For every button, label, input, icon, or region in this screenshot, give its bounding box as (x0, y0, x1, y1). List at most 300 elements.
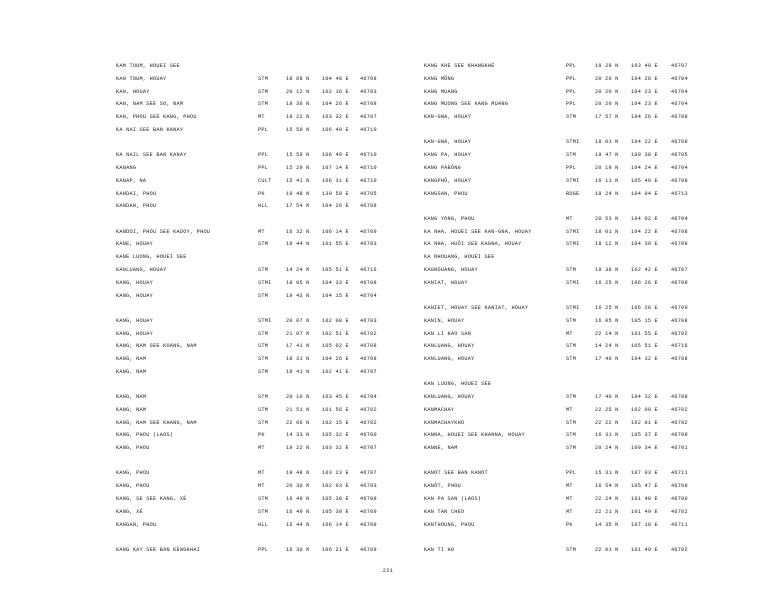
entry-latitude: 20 10 N (286, 394, 310, 401)
entry-latitude: 16 30 N (286, 546, 310, 553)
entry-feature-type: STM (258, 356, 269, 363)
entry-name: KANTHOUNG, PHOU (424, 521, 475, 528)
entry-latitude: 22 22 N (595, 419, 619, 426)
entry-longitude: 102 42 E (631, 266, 658, 273)
entry-feature-type: STM (566, 114, 577, 121)
entry-name: KANG, NAM SEE KOANG, NAM (116, 343, 197, 350)
entry-latitude: 20 19 N (595, 164, 619, 171)
entry-feature-type: STM (258, 330, 269, 337)
entry-name: KANGAN, PHOU (116, 521, 157, 528)
entry-feature-type: STM (258, 419, 269, 426)
entry-latitude: 19 29 N (595, 63, 619, 69)
entry-feature-type: MT (566, 215, 573, 222)
entry-name: KANDAI, PHOU (116, 190, 157, 197)
entry-sheet-number: 46709 (671, 483, 688, 490)
entry-sheet-number: 46711 (671, 470, 688, 477)
entry-longitude: 105 15 E (631, 317, 658, 324)
entry-row (424, 404, 686, 417)
entry-longitude: 102 00 E (631, 406, 658, 413)
entry-feature-type: MT (566, 496, 573, 503)
left-column (116, 60, 377, 557)
entry-latitude: 22 14 N (595, 330, 619, 337)
entry-sheet-number: 46716 (671, 343, 688, 350)
entry-latitude: 16 11 N (595, 177, 619, 184)
entry-longitude: 105 32 E (322, 432, 349, 439)
entry-feature-type: STMI (566, 177, 580, 184)
entry-sheet-number: 46709 (360, 546, 377, 553)
entry-sheet-number: 46702 (671, 406, 688, 413)
entry-latitude: 17 41 N (286, 343, 310, 350)
entry-sheet-number: 46709 (671, 304, 688, 311)
entry-row (116, 290, 377, 303)
entry-row (424, 340, 686, 353)
entry-longitude: 102 08 E (322, 317, 349, 324)
entry-name: KANGPHÔ, HOUAY (424, 177, 472, 184)
entry-latitude: 16 54 N (595, 483, 619, 490)
entry-longitude: 101 49 E (631, 508, 658, 515)
entry-feature-type: STMI (566, 304, 580, 311)
entry-row (424, 162, 686, 175)
entry-name: KANG, XÉ (116, 508, 143, 515)
entry-row (116, 442, 377, 455)
entry-latitude: 14 33 N (286, 432, 310, 439)
entry-latitude: 18 31 N (286, 356, 310, 363)
entry-longitude: 104 02 E (631, 215, 658, 222)
entry-sheet-number: 46707 (360, 368, 377, 375)
entry-feature-type: PK (258, 432, 265, 439)
entry-row (116, 315, 377, 328)
entry-longitude: 101 56 E (322, 406, 349, 413)
entry-longitude: 104 32 E (631, 356, 658, 363)
entry-feature-type: MT (258, 445, 265, 452)
entry-sheet-number: 46702 (671, 419, 688, 426)
entry-latitude: 20 30 N (286, 483, 310, 490)
entry-feature-type: PPL (258, 152, 269, 159)
entry-name: KANG, PHOU (LAOS) (116, 432, 174, 439)
entry-row (424, 519, 686, 532)
entry-name: KANG, HOUAY (116, 317, 153, 324)
entry-sheet-number: 46703 (360, 88, 377, 95)
entry-name: KANG YONG, PHOU (424, 215, 475, 222)
entry-name: KA NHA, HOUEI SEE KAN-GNA, HOUAY (424, 228, 532, 235)
entry-longitude: 102 16 E (322, 88, 349, 95)
entry-feature-type: STMI (258, 317, 272, 324)
entry-longitude: 130 59 E (322, 190, 349, 197)
entry-row (424, 136, 686, 149)
entry-longitude: 101 55 E (322, 241, 349, 248)
entry-row (424, 149, 686, 162)
entry-latitude: 16 32 N (286, 228, 310, 235)
entry-feature-type: MT (566, 508, 573, 515)
entry-latitude: 16 44 N (286, 521, 310, 528)
entry-feature-type: MT (258, 114, 265, 121)
entry-latitude: 16 49 N (286, 496, 310, 503)
entry-name: KANLUANG, HOUAY (424, 394, 475, 401)
entry-sheet-number: 46710 (360, 152, 377, 159)
entry-row (116, 149, 377, 162)
entry-latitude: 16 25 N (595, 279, 619, 286)
entry-feature-type: PPL (566, 88, 577, 95)
entry-feature-type: STM (258, 266, 269, 273)
entry-name: KANG, SE SEE KANG, XÉ (116, 496, 187, 503)
entry-name: KANG, NAM (116, 356, 147, 363)
entry-row (116, 98, 377, 111)
entry-name: KA NAI SEE BAN KANAY (116, 126, 184, 133)
entry-longitude: 101 55 E (631, 330, 658, 337)
entry-row (424, 111, 686, 124)
entry-longitude: 104 26 E (322, 356, 349, 363)
entry-latitude: 20 20 N (595, 75, 619, 82)
entry-longitude: 106 14 E (322, 228, 349, 235)
entry-longitude: 105 38 E (322, 508, 349, 515)
entry-name: KANG KHE SEE KHANGKHÉ (424, 63, 495, 69)
entry-row (116, 340, 377, 353)
entry-latitude: 19 39 N (595, 266, 619, 273)
entry-longitude: 106 21 E (322, 546, 349, 553)
entry-feature-type: MT (566, 330, 573, 337)
entry-longitude: 101 49 E (631, 546, 658, 553)
entry-longitude: 104 26 E (631, 114, 658, 121)
entry-longitude: 104 26 E (631, 75, 658, 82)
entry-row (424, 302, 686, 315)
entry-row (116, 60, 370, 73)
entry-row (116, 506, 377, 519)
entry-feature-type: PK (258, 190, 265, 197)
entry-row (424, 264, 686, 277)
entry-longitude: 104 23 E (631, 101, 658, 108)
entry-feature-type: STM (258, 88, 269, 95)
entry-latitude: 20 07 N (286, 317, 310, 324)
entry-latitude: 22 24 N (595, 496, 619, 503)
entry-latitude: 18 36 N (286, 101, 310, 108)
entry-row (116, 328, 377, 341)
entry-sheet-number: 46702 (360, 419, 377, 426)
entry-name: KAM TOUM, HOUEI SEE (116, 63, 180, 69)
entry-row (424, 277, 686, 290)
entry-longitude: 104 22 E (631, 228, 658, 235)
entry-row (424, 480, 686, 493)
entry-latitude: 17 57 N (595, 114, 619, 121)
entry-feature-type: STM (566, 432, 577, 439)
entry-name: KANDAN, PHOU (116, 203, 157, 210)
entry-name: KAN TOUM, HOUAY (116, 75, 167, 82)
entry-longitude: 104 23 E (631, 88, 658, 95)
entry-longitude: 104 24 E (631, 164, 658, 171)
entry-sheet-number: 46702 (360, 330, 377, 337)
entry-row (116, 277, 377, 290)
entry-row (116, 519, 377, 532)
entry-latitude: 14 24 N (286, 266, 310, 273)
entry-row (116, 404, 377, 417)
entry-sheet-number: 46709 (671, 279, 688, 286)
entry-row (116, 353, 377, 366)
entry-longitude: 102 03 E (322, 483, 349, 490)
entry-name: KANLUANG, HOUAY (116, 266, 167, 273)
entry-name: KANG, NAM (116, 406, 147, 413)
entry-sheet-number: 46708 (671, 241, 688, 248)
entry-name: KANOT SEE BAN KANOT (424, 470, 488, 477)
entry-sheet-number: 46716 (360, 266, 377, 273)
entry-sheet-number: 46702 (360, 406, 377, 413)
entry-sheet-number: 46709 (360, 508, 377, 515)
page-number: 221 (382, 568, 394, 574)
entry-sheet-number: 46708 (360, 101, 377, 108)
entry-sheet-number: 46710 (360, 164, 377, 171)
entry-latitude: 20 53 N (595, 215, 619, 222)
entry-feature-type: PPL (566, 75, 577, 82)
entry-longitude: 100 34 E (631, 445, 658, 452)
entry-name: KAN LUONG, HOUEI SEE (424, 381, 492, 388)
entry-feature-type: HLL (258, 521, 269, 528)
entry-row (424, 188, 686, 201)
entry-row (116, 544, 377, 557)
entry-sheet-number: 46713 (671, 190, 688, 197)
entry-name: KANG, NAM (116, 368, 147, 375)
entry-feature-type: STM (258, 368, 269, 375)
entry-latitude: 17 54 N (286, 203, 310, 210)
entry-longitude: 104 15 E (322, 292, 349, 299)
entry-name: KANLUANG, HOUAY (424, 343, 475, 350)
entry-name: KAN-GNA, HOUAY (424, 114, 472, 121)
entry-name: KANG, PHOU (116, 483, 150, 490)
entry-latitude: 22 21 N (595, 508, 619, 515)
entry-row (116, 111, 377, 124)
entry-row (424, 328, 686, 341)
entry-sheet-number: 46704 (360, 394, 377, 401)
entry-sheet-number: 46702 (671, 546, 688, 553)
entry-feature-type: STM (258, 508, 269, 515)
entry-sheet-number: 46704 (671, 164, 688, 171)
entry-longitude: 102 51 E (322, 330, 349, 337)
entry-sheet-number: 46702 (671, 508, 688, 515)
entry-name: KANLUANG, HOUAY (424, 356, 475, 363)
entry-sheet-number: 46707 (360, 445, 377, 452)
entry-row (424, 226, 686, 239)
entry-name: KANG MÔNG (424, 75, 455, 82)
entry-feature-type: PPL (566, 164, 577, 171)
entry-longitude: 103 23 E (322, 470, 349, 477)
entry-latitude: 18 24 N (595, 190, 619, 197)
entry-feature-type: STM (258, 75, 269, 82)
entry-latitude: 16 49 N (286, 508, 310, 515)
entry-sheet-number: 46708 (671, 228, 688, 235)
entry-latitude: 19 48 N (286, 470, 310, 477)
entry-name: KAN, HOUAY (116, 88, 150, 95)
entry-row (116, 391, 377, 404)
entry-row (424, 378, 686, 391)
entry-name: KANMACHAYKHO (424, 419, 465, 426)
entry-longitude: 105 37 E (631, 432, 658, 439)
entry-name: KAGNOUANG, HOUAY (424, 266, 478, 273)
entry-name: KANÔT, PHOU (424, 483, 461, 490)
entry-feature-type: STM (566, 317, 577, 324)
entry-longitude: 100 38 E (631, 152, 658, 159)
entry-sheet-number: 46708 (360, 203, 377, 210)
entry-feature-type: STM (566, 152, 577, 159)
entry-latitude: 18 01 N (595, 139, 619, 146)
entry-latitude: 19 41 N (286, 368, 310, 375)
entry-feature-type: MT (258, 470, 265, 477)
entry-feature-type: STM (566, 343, 577, 350)
entry-sheet-number: 46708 (671, 356, 688, 363)
entry-sheet-number: 46707 (671, 266, 688, 273)
entry-longitude: 104 26 E (322, 203, 349, 210)
entry-row (424, 544, 686, 557)
entry-feature-type: STM (566, 266, 577, 273)
entry-name: KANG, HOUAY (116, 292, 153, 299)
entry-longitude: 104 48 E (322, 75, 349, 82)
entry-row (116, 175, 377, 188)
entry-row (424, 391, 686, 404)
entry-longitude: 104 33 E (322, 279, 349, 286)
entry-row (116, 86, 377, 99)
entry-longitude: 102 01 E (631, 419, 658, 426)
entry-sheet-number: 46708 (671, 114, 688, 121)
entry-latitude: 18 05 N (286, 279, 310, 286)
entry-row (116, 429, 377, 442)
entry-name: KA NAIL SEE BAN KANAY (116, 152, 187, 159)
entry-name: KANE, HOUAY (116, 241, 153, 248)
entry-name: KAN TAN CHEO (424, 508, 465, 515)
entry-feature-type: STM (566, 546, 577, 553)
entry-row (116, 238, 377, 251)
right-column (424, 60, 686, 557)
entry-sheet-number: 46707 (671, 63, 688, 69)
entry-sheet-number: 46708 (360, 343, 377, 350)
entry-feature-type: PPL (566, 470, 577, 477)
entry-feature-type: PPL (258, 164, 269, 171)
entry-feature-type: STMI (566, 279, 580, 286)
entry-longitude: 105 47 E (631, 483, 658, 490)
entry-sheet-number: 46705 (671, 152, 688, 159)
entry-name: KANE LUONG, HOUEI SEE (116, 254, 187, 261)
entry-feature-type: CULT (258, 177, 272, 184)
entry-sheet-number: 46707 (360, 114, 377, 121)
entry-row (116, 467, 377, 480)
entry-latitude: 14 35 N (595, 521, 619, 528)
entry-feature-type: PPL (566, 101, 577, 108)
entry-feature-type: STMI (258, 279, 272, 286)
entry-latitude: 18 08 N (286, 75, 310, 82)
entry-sheet-number: 46703 (360, 483, 377, 490)
entry-sheet-number: 46708 (671, 317, 688, 324)
entry-latitude: 21 07 N (286, 330, 310, 337)
entry-feature-type: PPL (258, 546, 269, 553)
entry-sheet-number: 46709 (360, 521, 377, 528)
entry-longitude: 105 51 E (631, 343, 658, 350)
entry-name: KA NHA, HUÔI SEE KAGNA, HOUAY (424, 241, 522, 248)
entry-feature-type: MT (258, 483, 265, 490)
entry-longitude: 101 40 E (631, 496, 658, 503)
entry-longitude: 103 40 E (631, 63, 658, 69)
entry-feature-type: HLL (258, 203, 269, 210)
entry-longitude: 102 41 E (322, 368, 349, 375)
entry-name: KANIET, HOUAY SEE KANIAT, HOUAY (424, 304, 529, 311)
entry-longitude: 107 10 E (631, 521, 658, 528)
entry-name: KAN, NAM SEE SO, NAM (116, 101, 184, 108)
entry-row (424, 175, 686, 188)
entry-latitude: 15 29 N (286, 164, 310, 171)
entry-row (116, 200, 377, 213)
entry-longitude: 107 14 E (322, 164, 349, 171)
entry-latitude: 14 24 N (595, 343, 619, 350)
entry-name: KANG, PHOU (116, 470, 150, 477)
entry-sheet-number: 46709 (671, 432, 688, 439)
entry-feature-type: STM (566, 394, 577, 401)
entry-longitude: 104 26 E (322, 101, 349, 108)
entry-longitude: 103 32 E (322, 445, 349, 452)
entry-latitude: 15 31 N (595, 470, 619, 477)
entry-row (424, 213, 686, 226)
entry-name: KANG, NAM SEE KHANG, NAM (116, 419, 197, 426)
entry-feature-type: STM (258, 394, 269, 401)
entry-row (424, 493, 686, 506)
entry-feature-type: MT (258, 228, 265, 235)
entry-longitude: 103 45 E (322, 394, 349, 401)
entry-feature-type: MT (566, 483, 573, 490)
entry-name: KANIAT, HOUAY (424, 279, 468, 286)
entry-latitude: 17 40 N (595, 356, 619, 363)
entry-latitude: 22 01 N (595, 546, 619, 553)
entry-latitude: 19 48 N (286, 190, 310, 197)
entry-row (424, 238, 686, 251)
entry-sheet-number: 46708 (360, 279, 377, 286)
entry-sheet-number: 46709 (360, 496, 377, 503)
entry-feature-type: STMI (566, 228, 580, 235)
entry-latitude: 20 20 N (595, 101, 619, 108)
entry-row (116, 251, 370, 264)
entry-longitude: 104 39 E (631, 241, 658, 248)
entry-latitude: 15 59 N (286, 152, 310, 159)
entry-latitude: 17 40 N (595, 394, 619, 401)
entry-longitude: 105 02 E (322, 343, 349, 350)
entry-longitude: 106 49 E (322, 152, 349, 159)
entry-longitude: 104 04 E (631, 190, 658, 197)
entry-sheet-number: 46708 (671, 139, 688, 146)
entry-row (116, 73, 377, 86)
entry-name: KANG KAY SEE BAN KÈNGKHAI (116, 546, 201, 553)
entry-row (424, 353, 686, 366)
entry-name: KAN LI KAO SAN (424, 330, 472, 337)
entry-feature-type: PK (566, 521, 573, 528)
entry-row (116, 264, 377, 277)
entry-latitude: 20 24 N (595, 445, 619, 452)
entry-sheet-number: 46709 (671, 177, 688, 184)
entry-name: KAN PA SAN (LAOS) (424, 496, 482, 503)
entry-name: KAN TI HO (424, 546, 455, 553)
entry-name: KANAP, NA (116, 177, 147, 184)
entry-latitude: 19 43 N (286, 292, 310, 299)
entry-longitude: 105 51 E (322, 266, 349, 273)
entry-row (116, 493, 377, 506)
entry-name: KANNA, HOUEI SEE KHANNA, HOUAY (424, 432, 525, 439)
entry-row (424, 417, 686, 430)
entry-row (424, 442, 686, 455)
entry-sheet-number: 46708 (360, 356, 377, 363)
entry-row (116, 226, 377, 239)
entry-name: KANG, PHOU (116, 445, 150, 452)
entry-row (424, 315, 686, 328)
entry-longitude: 104 32 E (631, 394, 658, 401)
entry-feature-type: MT (566, 406, 573, 413)
entry-sheet-number: 46704 (671, 101, 688, 108)
entry-feature-type: STM (258, 101, 269, 108)
entry-sheet-number: 46704 (671, 88, 688, 95)
entry-feature-type: STM (258, 241, 269, 248)
entry-sheet-number: 46707 (360, 470, 377, 477)
entry-longitude: 106 26 E (631, 279, 658, 286)
entry-latitude: 20 20 N (595, 88, 619, 95)
